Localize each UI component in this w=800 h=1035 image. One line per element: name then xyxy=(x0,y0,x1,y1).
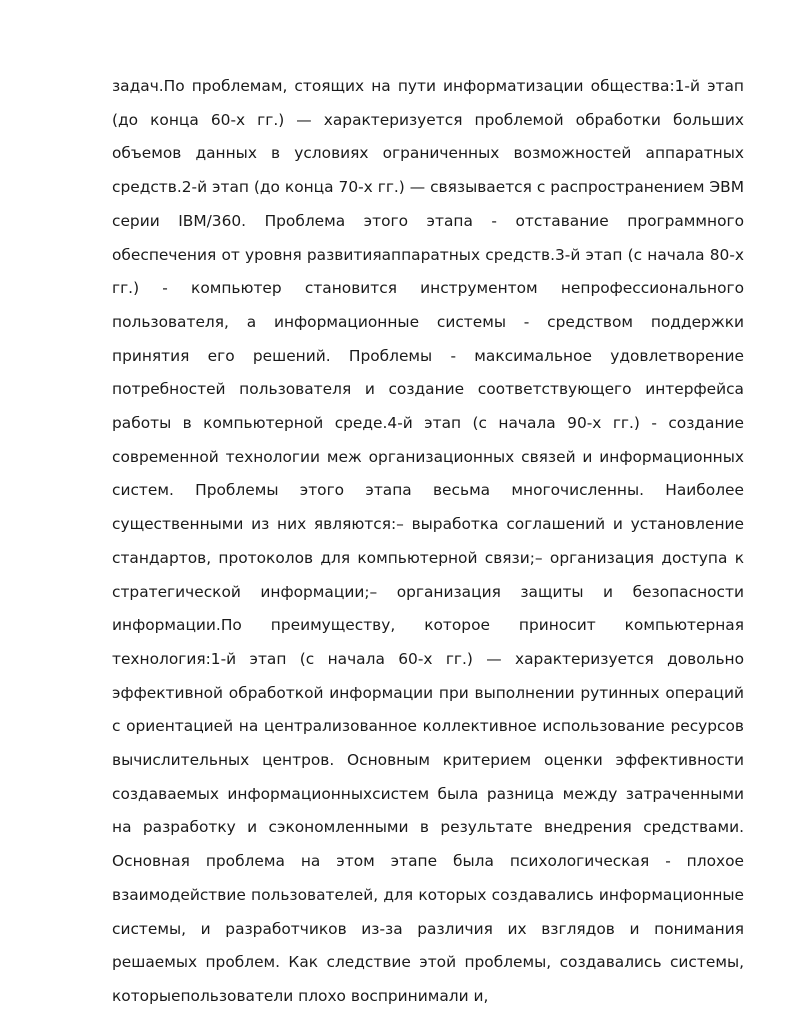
document-page xyxy=(112,70,744,1014)
body-paragraph: задач.По проблемам, стоящих на пути информатизации общества:1-й этап (до конца 60-х гг.) — характеризуется проблемой обработки больших объемов данных в условиях ограниченных возможностей аппаратных средств.2-й этап (до конца 70-х гг.) — связывается с распространением ЭВМ серии IBM/360. Проблема этого этапа - отставание программного обеспечения от уровня развитияаппаратных средств.3-й этап (с начала 80-х гг.) - компьютер становится инструментом непрофессионального пользователя, а информационные системы - средством поддержки принятия его решений. Проблемы - максимальное удовлетворение потребностей пользователя и создание соответствующего интерфейса работы в компьютерной среде.4-й этап (с начала 90-х гг.) - создание современной технологии меж организационных связей и информационных систем. Проблемы этого этапа весьма многочисленны. Наиболее существенными из них являются:– выработка соглашений и установление стандартов, протоколов для компьютерной связи;– организация доступа к стратегической информации;– организация защиты и безопасности информации.По преимуществу, которое приносит компьютерная технология:1-й этап (с начала 60-х гг.) — характеризуется довольно эффективной обработкой информации при выполнении рутинных операций с ориентацией на централизованное коллективное использование ресурсов вычислительных центров. Основным критерием оценки эффективности создаваемых информационныхсистем была разница между затраченными на разработку и сэкономленными в результате внедрения средствами. Основная проблема на этом этапе была психологическая - плохое взаимодействие пользователей, для которых создавались информационные системы, и разработчиков из-за различия их взглядов и понимания решаемых проблем. Как следствие этой проблемы, создавались системы, которыепользователи плохо воспринимали и, xyxy=(112,77,744,1005)
